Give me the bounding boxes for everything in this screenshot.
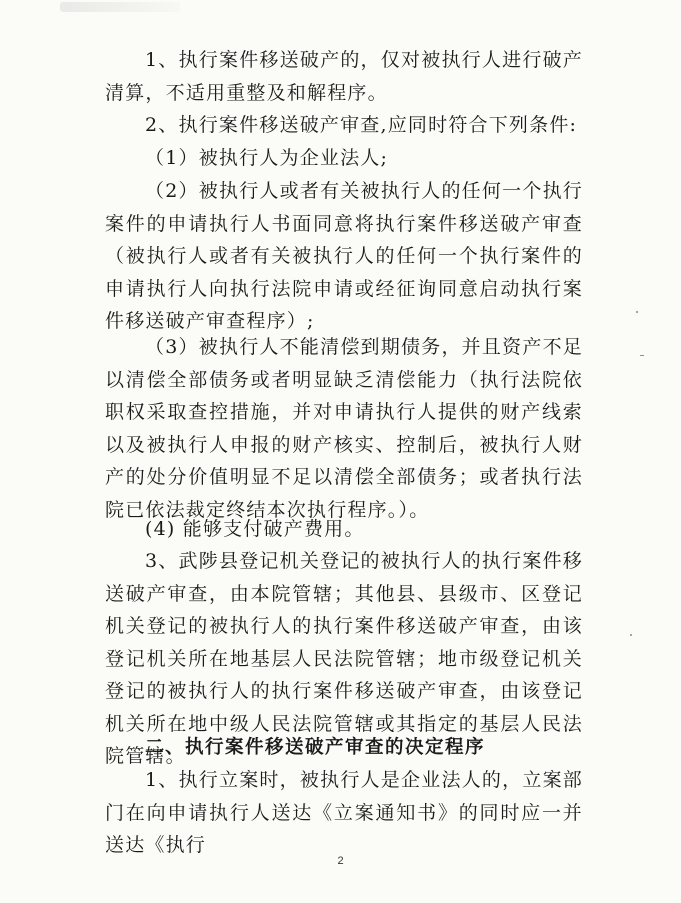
paragraph-3: （1）被执行人为企业法人; — [145, 147, 389, 169]
paragraph-8: 1、执行立案时，被执行人是企业法人的，立案部门在向申请执行人送达《立案通知书》的同时应一并送达《执行 — [105, 769, 583, 856]
scan-artifact — [60, 2, 180, 12]
scan-speck — [640, 355, 644, 356]
paragraph-6: (4) 能够支付破产费用。 — [145, 518, 365, 540]
paragraph-4: （2）被执行人或者有关被执行人的任何一个执行案件的申请执行人书面同意将执行案件移送破产审查（被执行人或者有关被执行人的任何一个执行案件的申请执行人向执行法院申请或经征询同意启动执行案件移送破产审查程序）; — [105, 180, 583, 332]
page-number: 2 — [337, 855, 344, 867]
paragraph-7: 3、武陟县登记机关登记的被执行人的执行案件移送破产审查，由本院管辖；其他县、县级市、区登记机关登记的被执行人的执行案件移送破产审查，由该登记机关所在地基层人民法院管辖；地市级登记机关登记的被执行人的执行案件移送破产审查，由该登记机关所在地中级人民法院管辖或其指定的基层人民法院管辖。 — [105, 550, 583, 767]
paragraph-5: （3）被执行人不能清偿到期债务，并且资产不足以清偿全部债务或者明显缺乏清偿能力（执行法院依职权采取查控措施，并对申请执行人提供的财产线索以及被执行人申报的财产核实、控制后，被执行人财产的处分价值明显不足以清偿全部债务；或者执行法院已依法裁定终结本次执行程序。）。 — [105, 336, 583, 521]
paragraph-1: 1、执行案件移送破产的，仅对被执行人进行破产清算，不适用重整及和解程序。 — [105, 49, 583, 104]
scan-speck — [636, 311, 638, 313]
paragraph-2: 2、执行案件移送破产审查,应同时符合下列条件: — [145, 114, 578, 136]
scan-speck — [630, 634, 632, 636]
section-heading: 二、执行案件移送破产审查的决定程序 — [145, 737, 486, 758]
